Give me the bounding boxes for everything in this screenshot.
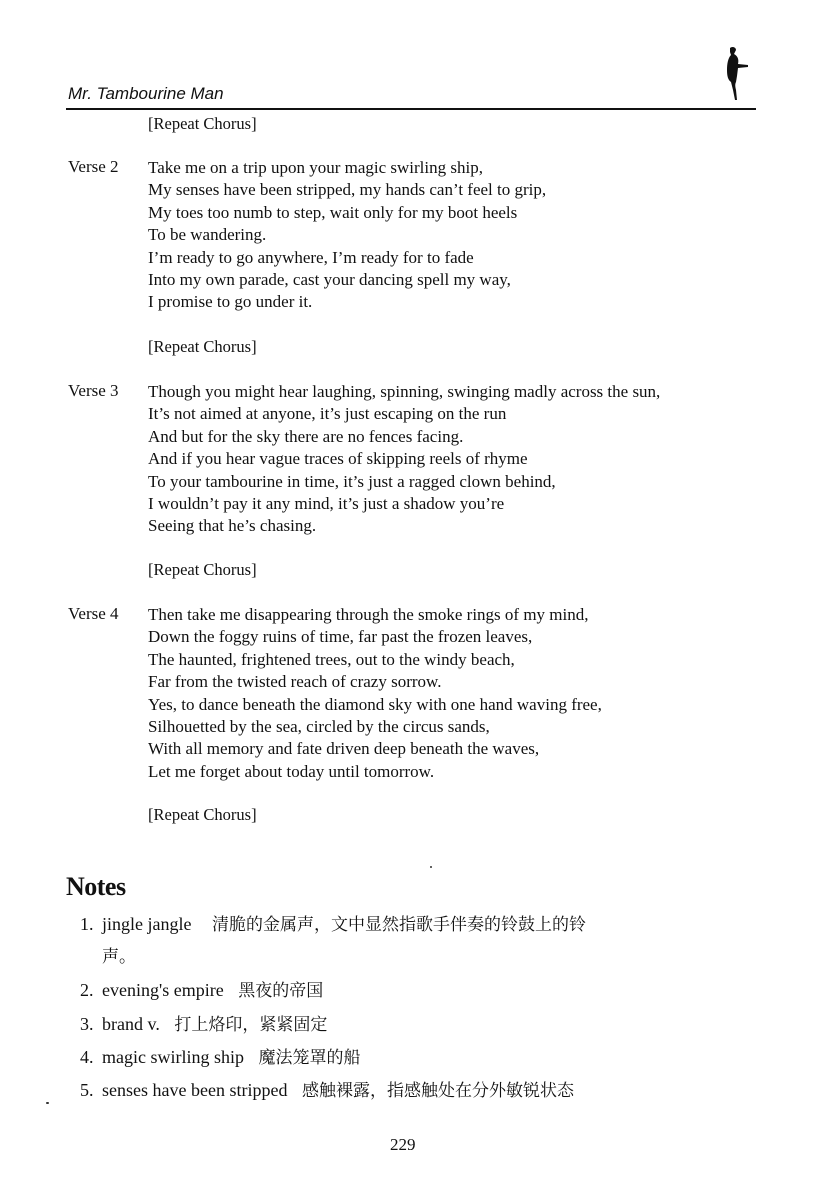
note-item	[80, 1076, 574, 1101]
lyric-line: It’s not aimed at anyone, it’s just escaping on the run	[148, 404, 507, 424]
note-term: brand v.	[102, 1014, 160, 1034]
repeat-chorus-marker: [Repeat Chorus]	[148, 805, 257, 824]
note-item	[80, 1043, 361, 1068]
lyric-line: My toes too numb to step, wait only for my boot heels	[148, 202, 518, 222]
lyric-line: Down the foggy ruins of time, far past the frozen leaves,	[148, 627, 533, 647]
lyric-line: The haunted, frightened trees, out to the windy beach,	[148, 649, 515, 669]
note-gloss: 魔法笼罩的船	[258, 1048, 361, 1068]
lyric-line: My senses have been stripped, my hands can’t feel to grip,	[148, 180, 547, 200]
note-gloss: 打上烙印，紧紧固定	[174, 1015, 328, 1035]
lyric-line: Then take me disappearing through the smoke rings of my mind,	[148, 605, 589, 624]
lyric-line: Silhouetted by the sea, circled by the circus sands,	[148, 717, 490, 737]
lyric-line: Take me on a trip upon your magic swirling ship,	[148, 158, 483, 177]
lyric-line: Far from the twisted reach of crazy sorrow.	[148, 672, 442, 692]
lyric-line: I wouldn’t pay it any mind, it’s just a shadow you’re	[148, 494, 505, 514]
note-item	[80, 1010, 327, 1035]
lyric-line: Let me forget about today until tomorrow.	[148, 761, 435, 781]
scan-speck	[430, 866, 432, 868]
lyric-line: With all memory and fate driven deep beneath the waves,	[148, 739, 540, 759]
note-gloss: 清脆的金属声，文中显然指歌手伴奏的铃鼓上的铃	[211, 915, 586, 935]
note-item	[80, 910, 586, 935]
notes-heading: Notes	[66, 872, 126, 901]
lyric-line: Yes, to dance beneath the diamond sky with one hand waving free,	[148, 694, 602, 714]
lyric-line: I’m ready to go anywhere, I’m ready for to fade	[148, 247, 474, 267]
note-number: 5.	[80, 1080, 94, 1100]
note-gloss: 感触裸露，指感触处在分外敏锐状态	[301, 1081, 574, 1101]
repeat-chorus-marker: [Repeat Chorus]	[148, 114, 257, 133]
note-term: senses have been stripped	[102, 1080, 288, 1100]
lyric-line: To your tambourine in time, it’s just a ragged clown behind,	[148, 471, 556, 491]
header-rule	[66, 108, 756, 110]
repeat-chorus-marker: [Repeat Chorus]	[148, 560, 257, 579]
lyric-line: Though you might hear laughing, spinning, swinging madly across the sun,	[148, 382, 661, 401]
note-gloss-continuation: 声。	[102, 947, 136, 967]
note-term: magic swirling ship	[102, 1047, 244, 1067]
verse-lines	[148, 604, 602, 783]
lyric-line: Seeing that he’s chasing.	[148, 516, 317, 536]
repeat-chorus-marker: [Repeat Chorus]	[148, 337, 257, 356]
note-term: jingle jangle	[102, 914, 192, 934]
lyric-line: I promise to go under it.	[148, 292, 313, 312]
verse-label: Verse 2	[68, 157, 119, 176]
note-number: 1.	[80, 914, 94, 934]
lyric-line: And if you hear vague traces of skipping reels of rhyme	[148, 449, 528, 469]
scan-speck	[46, 1102, 49, 1104]
header-title: Mr. Tambourine Man	[68, 84, 224, 103]
note-item	[80, 976, 323, 1001]
verse-lines	[148, 157, 546, 314]
verse-label: Verse 3	[68, 381, 119, 400]
note-term: evening's empire	[102, 980, 224, 1000]
lyric-line: Into my own parade, cast your dancing spell my way,	[148, 270, 511, 290]
page-number	[390, 1135, 430, 1154]
lyric-line: To be wandering.	[148, 225, 267, 245]
note-number: 3.	[80, 1014, 94, 1034]
dancing-figure-icon	[722, 46, 758, 104]
lyric-line: And but for the sky there are no fences facing.	[148, 426, 464, 446]
note-number: 4.	[80, 1047, 94, 1067]
verse-lines	[148, 381, 660, 538]
running-header	[66, 84, 756, 108]
verse-label: Verse 4	[68, 604, 119, 623]
page-number-text: 229	[390, 1135, 416, 1154]
note-number: 2.	[80, 980, 94, 1000]
note-gloss: 黑夜的帝国	[238, 981, 324, 1001]
